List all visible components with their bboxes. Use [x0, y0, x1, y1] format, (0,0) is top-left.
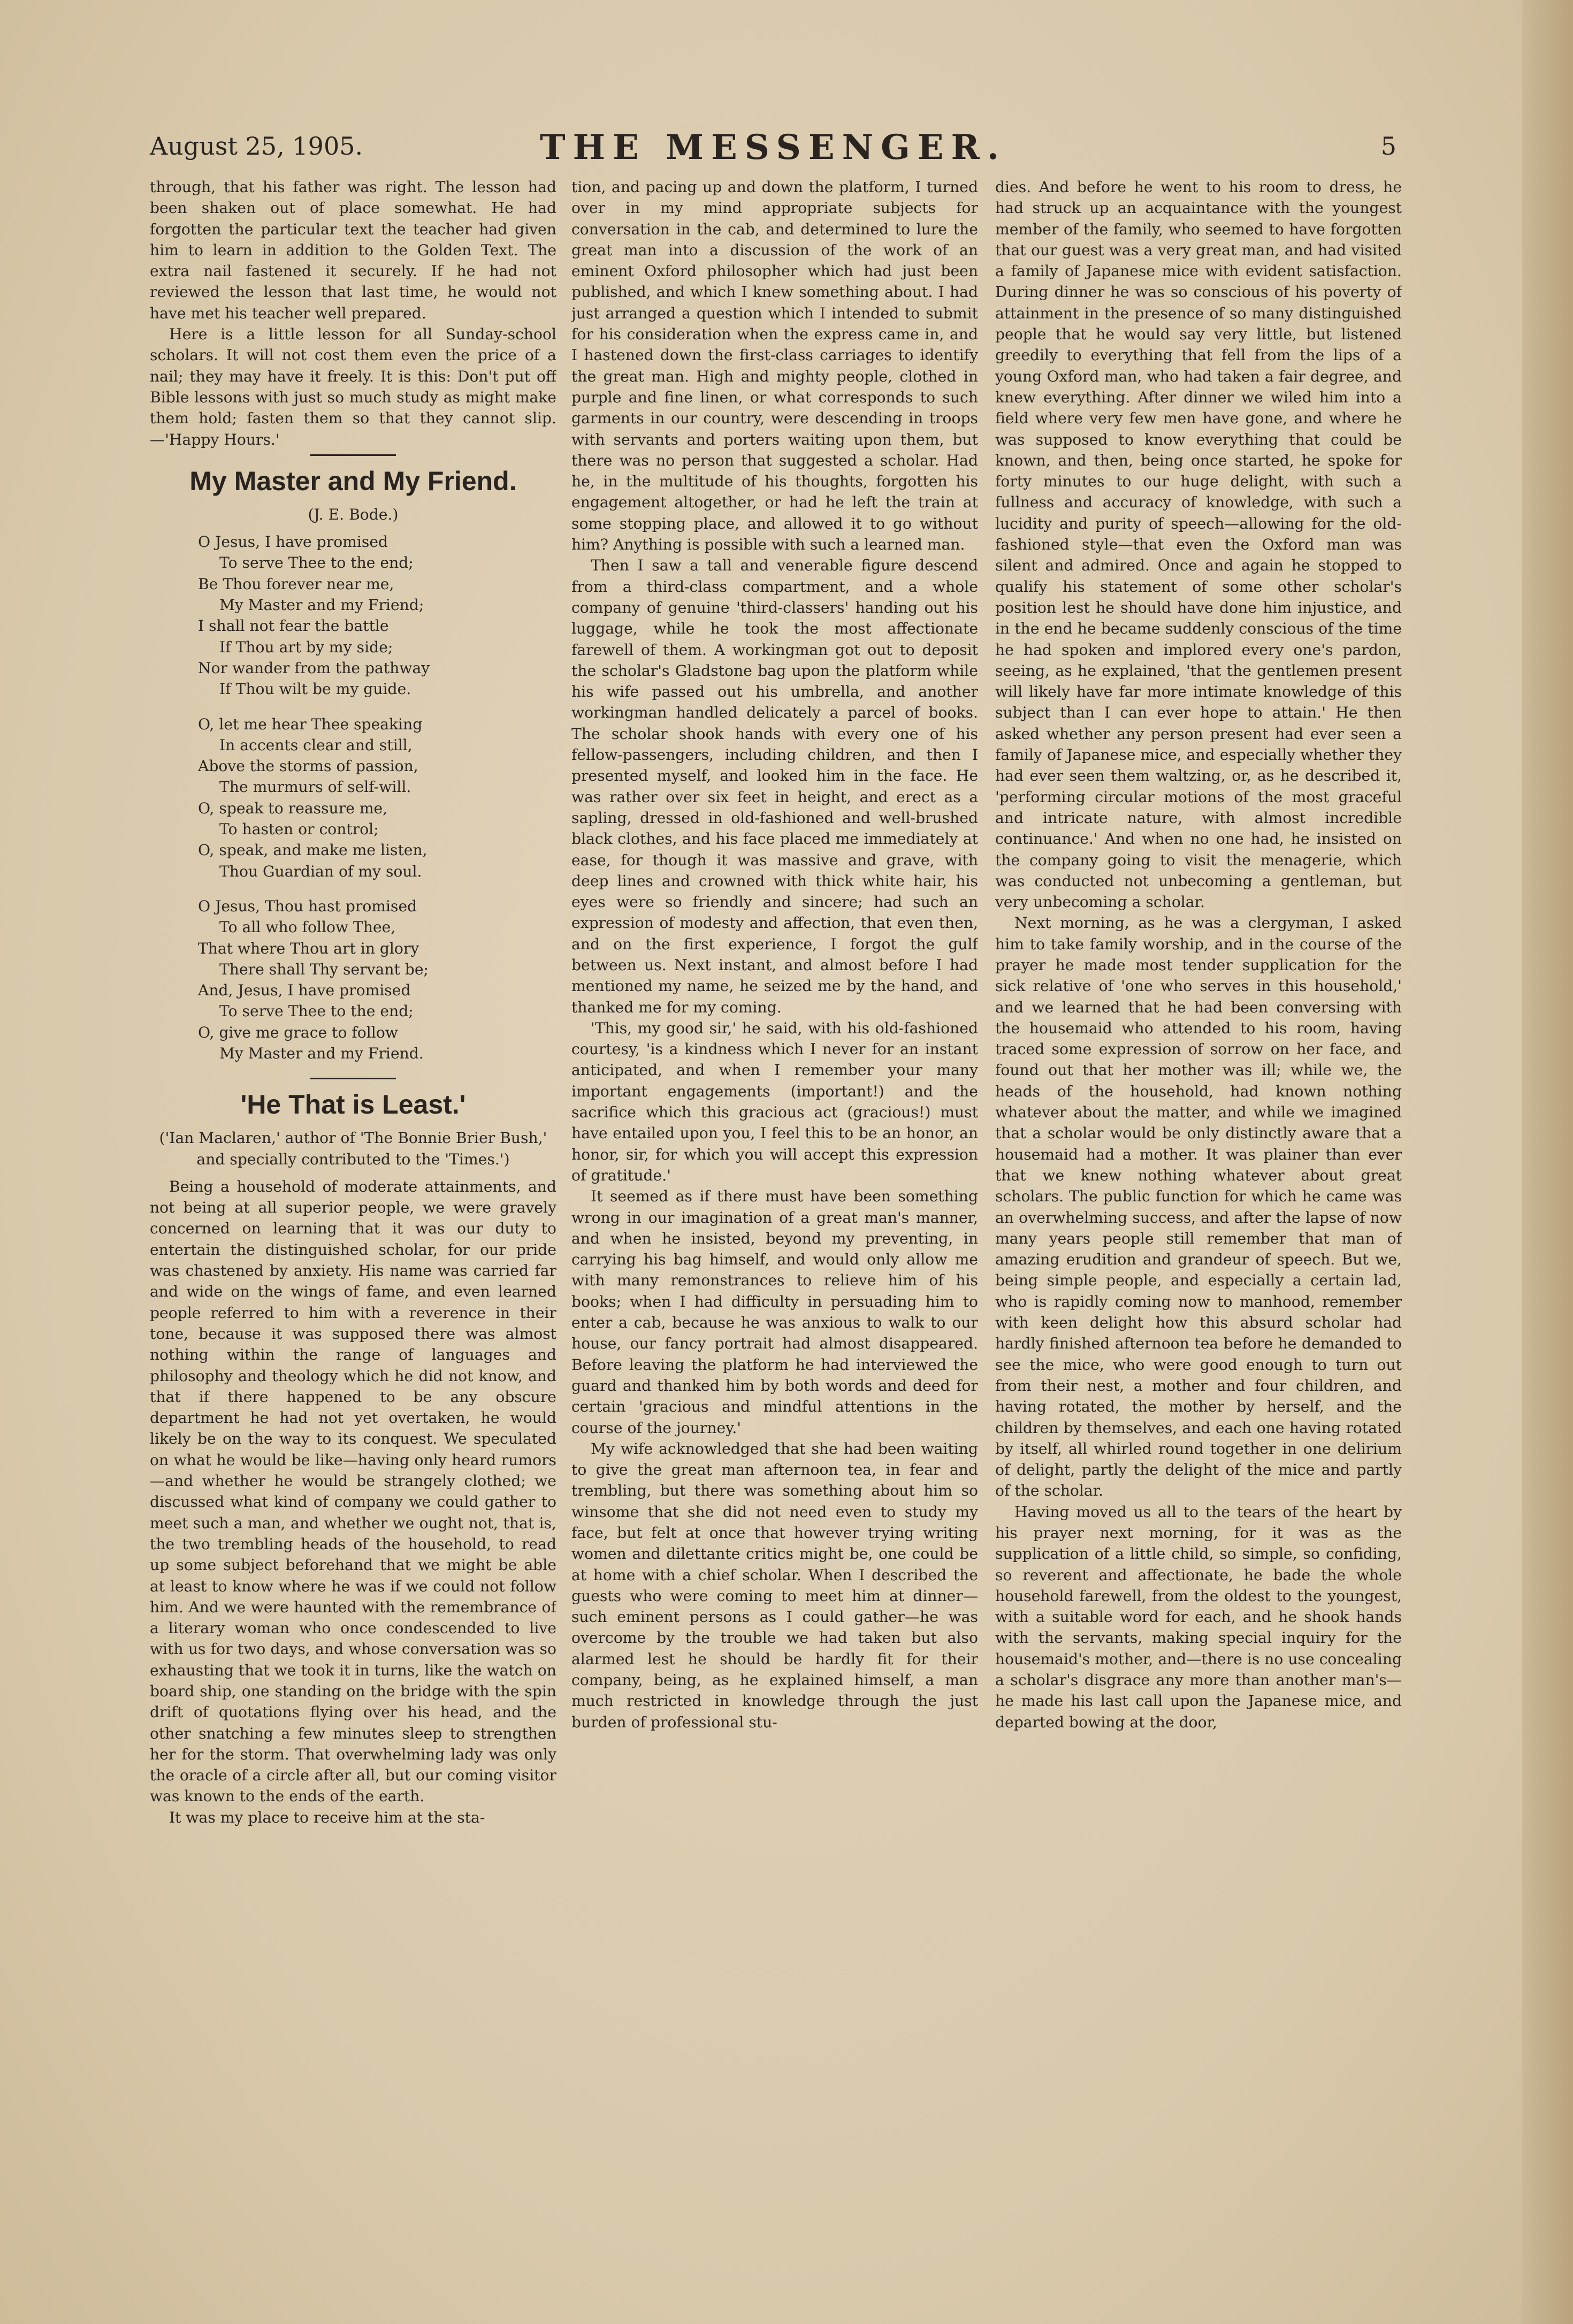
poem-line: To serve Thee to the end;	[219, 1002, 414, 1020]
page-number: 5	[1380, 132, 1396, 161]
paragraph: Then I saw a tall and venerable figure descend from a third-class compartment, and a whole company of genuine 'third-classers' handing out his luggage, while he took the most affectionate farewell of them. A workingman got out to deposit the scholar's Gladstone bag upon the platform while his wife passed out his umbrella, and another workingman handled delicately a parcel of books. The scholar shook hands with every one of his fellow-passengers, including children, and then I presented myself, and looked him in the face. He was rather over six feet in height, and erect as a sapling, dressed in old-fashioned and well-brushed black clothes, and his face placed me immediately at ease, for though it was massive and grave, with deep lines and crowned with thick white hair, his eyes were so friendly and sincere; had such an expression of modesty and affection, that even then, and on the first experience, I forgot the gulf between us. Next instant, and almost before I had mentioned my name, he seized me by the hand, and thanked me for my coming.	[571, 557, 978, 1016]
poem-stanza-2	[150, 714, 556, 882]
poem-line: The murmurs of self-will.	[219, 778, 411, 796]
paragraph: My wife acknowledged that she had been waiting to give the great man afternoon tea, in fear and trembling, but there was something about him so winsome that she did not need even to study my face, but felt at once that however trying writing women and dilettante critics might be, one could be at home with a chief scholar. When I described the guests who were coming to meet him at dinner—such eminent persons as I could gather—he was overcome by the trouble we had taken but also alarmed lest he should be hardly fit for their company, being, as he explained himself, a man much restricted in knowledge through the just burden of professional stu-	[571, 1439, 978, 1731]
page-header	[150, 127, 1396, 176]
poem-line: And, Jesus, I have promised	[198, 981, 411, 1000]
poem-line: If Thou wilt be my guide.	[219, 680, 411, 698]
divider	[310, 454, 396, 456]
poem-line: There shall Thy servant be;	[219, 960, 429, 978]
story-title: 'He That is Least.'	[240, 1089, 466, 1120]
poem-line: To all who follow Thee,	[219, 918, 396, 936]
paragraph: Having moved us all to the tears of the heart by his prayer next morning, for it was as the supplication of a little child, so simple, so confiding, so reverent and affectionate, he bade the whole household farewell, from the oldest to the youngest, with a suitable word for each, and he shook hands with the servants, making special inquiry for the housemaid's mother, and—there is no use concealing a scholar's disgrace any more than another man's—he made his last call upon the Japanese mice, and departed bowing at the door,	[995, 1503, 1402, 1731]
column-2	[571, 177, 978, 2274]
masthead-title: THE MESSENGER.	[540, 127, 1006, 167]
paragraph: It seemed as if there must have been something wrong in our imagination of a great man's manner, and when he insisted, beyond my preventing, in carrying his bag himself, and would only allow me with many remonstrances to relieve him of his books; when I had difficulty in persuading him to enter a cab, because he was anxious to walk to our house, our fancy portrait had almost disappeared. Before leaving the platform he had interviewed the guard and thanked him by both words and deed for certain 'gracious and mindful attentions in the course of the journey.'	[571, 1187, 978, 1437]
poem-line: If Thou art by my side;	[219, 638, 393, 656]
poem-line: O Jesus, Thou hast promised	[198, 897, 417, 915]
paragraph: tion, and pacing up and down the platform, I turned over in my mind appropriate subjects for conversation in the cab, and determined to lure the great man into a discussion of the work of an eminent Oxford philosopher which had just been published, and which I knew something about. I had just arranged a question which I intended to submit for his consideration when the express came in, and I hastened down the first-class carriages to identify the great man. High and mighty people, clothed in purple and fine linen, or what corresponds to such garments in our country, were descending in troops with servants and porters waiting upon them, but there was no person that suggested a scholar. Had he, in the multitude of his thoughts, forgotten his engagement altogether, or had he left the train at some stopping place, and allowed it to go without him? Anything is possible with such a learned man.	[571, 178, 978, 554]
poem-line: My Master and my Friend;	[219, 596, 424, 614]
paragraph: Next morning, as he was a clergyman, I asked him to take family worship, and in the course of the prayer he made most tender supplication for the sick relative of 'one who serves in this household,' and we learned that he had been conversing with the housemaid who attended to his room, having traced some expression of sorrow on her face, and found out that her mother was ill; while we, the heads of the household, had known nothing whatever about the matter, and while we imagined that a scholar would be only distinctly aware that a housemaid had a mother. It was plainer than ever that we knew nothing whatever about great scholars. The public function for which he came was an overwhelming success, and after the lapse of now many years people still remember that man of amazing erudition and grandeur of speech. But we, being simple people, and especially a certain lad, who is rapidly coming now to manhood, remember with keen delight how this absurd scholar had hardly finished afternoon tea before he demanded to see the mice, who were good enough to turn out from their nest, a mother and four children, and having rotated, the mother by herself, and the children by themselves, and each one having rotated by itself, all whirled round together in one delirium of delight, partly the delight of the mice and partly of the scholar.	[995, 914, 1402, 1500]
poem-line: In accents clear and still,	[219, 736, 413, 754]
column-1	[150, 177, 556, 2274]
poem-line: To serve Thee to the end;	[219, 554, 414, 572]
poem-author: (J. E. Bode.)	[308, 505, 399, 523]
poem-line: I shall not fear the battle	[198, 617, 389, 635]
story-byline: ('Ian Maclaren,' author of 'The Bonnie Brier Bush,' and specially contributed to the 'Times.')	[159, 1129, 547, 1168]
poem-stanza-3	[150, 896, 556, 1064]
paragraph: through, that his father was right. The lesson had been shaken out of place somewhat. He had forgotten the particular text the teacher had given him to learn in addition to the Golden Text. The extra nail fastened it securely. If he had not reviewed the lesson that last time, he would not have met his teacher well prepared.	[150, 178, 556, 322]
poem-stanza-1	[150, 531, 556, 699]
paragraph: dies. And before he went to his room to dress, he had struck up an acquaintance with the youngest member of the family, who seemed to have forgotten that our guest was a very great man, and had visited a family of Japanese mice with evident satisfaction. During dinner he was so conscious of his poverty of attainment in the presence of so many distinguished people that he would say very little, but listened greedily to everything that fell from the lips of a young Oxford man, who had taken a fair degree, and knew everything. After dinner we wiled him into a field where very few men have gone, and where he was supposed to know everything that could be known, and then, being once started, he spoke for forty minutes to our huge delight, with such a fullness and accuracy of knowledge, with such a lucidity and purity of speech—allowing for the old-fashioned style—that even the Oxford man was silent and admired. Once and again he stopped to qualify his statement of some other scholar's position lest he should have done him injustice, and in the end he became suddenly conscious of the time he had spoken and implored every one's pardon, seeing, as he explained, 'that the gentlemen present will likely have far more intimate knowledge of this subject than I can ever hope to attain.' He then asked whether any person present had ever seen a family of Japanese mice, and especially whether they had ever seen them waltzing, or, as he described it, 'performing circular motions of the most graceful and intricate nature, with almost incredible continuance.' And when no one had, he insisted on the company going to visit the menagerie, which was conducted not unbecoming a gentleman, but very unbecoming a scholar.	[995, 178, 1402, 911]
poem-line: O, let me hear Thee speaking	[198, 715, 423, 733]
paragraph: 'This, my good sir,' he said, with his old-fashioned courtesy, 'is a kindness which I never for an instant anticipated, and when I remember your many important engagements (important!) and the sacrifice which this gracious act (gracious!) must have entailed upon you, I feel this to be an honor, an honor, sir, for which you will accept this expression of gratitude.'	[571, 1019, 978, 1184]
poem-line: To hasten or control;	[219, 820, 379, 839]
paragraph: Being a household of moderate attainments, and not being at all superior people, we were gravely concerned on learning that it was our duty to entertain the distinguished scholar, for our pride was chastened by anxiety. His name was carried far and wide on the wings of fame, and even learned people referred to him with a reverence in their tone, because it was supposed there was almost nothing within the range of languages and philosophy and theology which he did not know, and that if there happened to be any obscure department he had not yet overtaken, he would likely be on the way to its conquest. We speculated on what he would be like—having only heard rumors—and whether he would be strangely clothed; we discussed what kind of company we could gather to meet such a man, and whether we ought not, that is, the two trembling heads of the household, to read up some subject beforehand that we might be able at least to know where he was if we could not follow him. And we were haunted with the remembrance of a literary woman who once condescended to live with us for two days, and whose conversation was so exhausting that we took it in turns, like the watch on board ship, one standing on the bridge with the spin drift of quotations flying over his head, and the other snatching a few minutes sleep to strengthen her for the storm. That overwhelming lady was only the oracle of a circle after all, but our coming visitor was known to the ends of the earth.	[150, 1177, 556, 1805]
poem-line: O, speak, and make me listen,	[198, 841, 427, 859]
poem-line: That where Thou art in glory	[198, 939, 419, 957]
divider	[310, 1078, 396, 1079]
poem-line: O, give me grace to follow	[198, 1023, 398, 1041]
poem-line: My Master and my Friend.	[219, 1044, 424, 1062]
paragraph: Here is a little lesson for all Sunday-school scholars. It will not cost them even the price of a nail; they may have it freely. It is this: Don't put off Bible lessons with just so much study as might make them hold; fasten them so that they cannot slip.—'Happy Hours.'	[150, 325, 556, 448]
poem-line: Above the storms of passion,	[198, 757, 418, 775]
page-edge	[1522, 0, 1573, 2324]
poem-line: Nor wander from the pathway	[198, 659, 430, 677]
poem-line: Thou Guardian of my soul.	[219, 862, 422, 880]
issue-date: August 25, 1905.	[150, 132, 363, 161]
paragraph: It was my place to receive him at the sta-	[169, 1808, 485, 1826]
column-3	[995, 177, 1402, 2274]
poem-title: My Master and My Friend.	[189, 466, 517, 496]
poem-line: O Jesus, I have promised	[198, 533, 388, 551]
poem-line: Be Thou forever near me,	[198, 575, 394, 593]
poem-line: O, speak to reassure me,	[198, 799, 388, 817]
